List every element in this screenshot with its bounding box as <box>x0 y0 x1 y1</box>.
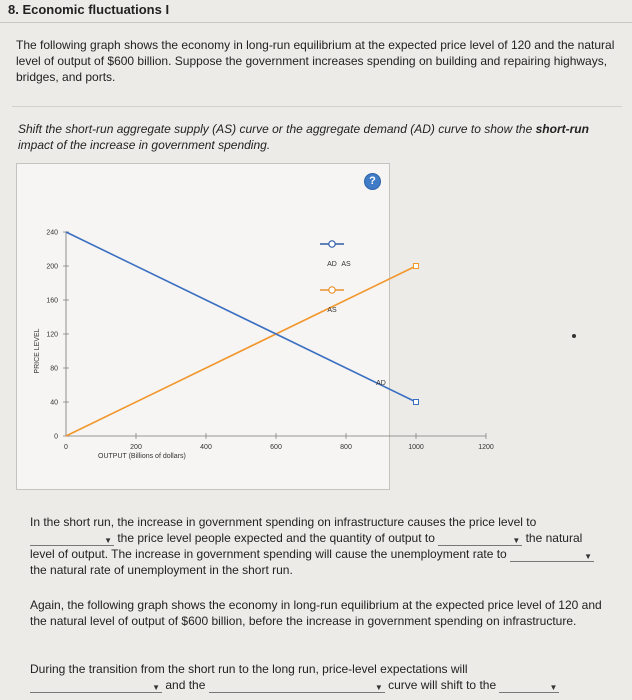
q1-output-dropdown[interactable] <box>438 533 522 546</box>
x-tick-label: 400 <box>200 444 212 451</box>
as-tool-handle <box>329 287 335 293</box>
chevron-down-icon: ▼ <box>549 683 558 692</box>
as-tool-label: AS <box>327 307 337 314</box>
x-tick-label: 0 <box>64 444 68 451</box>
cursor-dot <box>572 334 576 338</box>
question-2-intro: Again, the following graph shows the economy in long-run equilibrium at the expected price level of 120 and the natural level of output of $600 billion, before the increase in government spending on infrastructure. <box>30 598 602 628</box>
graph-axes <box>34 230 494 461</box>
ad-curve <box>66 232 416 402</box>
y-axis-title: PRICE LEVEL <box>34 328 41 374</box>
graph-curves <box>66 232 419 436</box>
q3-text1: During the transition from the short run to the long run, price-level expectations will <box>30 662 468 676</box>
y-tick-label: 240 <box>46 229 58 237</box>
y-tick-label: 200 <box>46 263 58 271</box>
q1-text3: the natural level of output. The increase in government spending will cause the unemployment rate to <box>30 531 583 561</box>
x-axis-title: OUTPUT (Billions of dollars) <box>98 453 186 460</box>
ad-handle <box>414 400 419 405</box>
ad-tool-handle <box>329 241 335 247</box>
q3-direction-dropdown[interactable] <box>499 680 559 693</box>
instruction-part1: Shift the short-run aggregate supply (AS) curve or the aggregate demand (AD) curve to show the <box>18 122 533 136</box>
q3-curve-dropdown[interactable] <box>209 680 385 693</box>
x-tick-label: 600 <box>270 444 282 451</box>
q1-text4: the natural rate of unemployment in the short run. <box>30 563 293 577</box>
y-tick-label: 40 <box>50 399 58 407</box>
q1-text1: In the short run, the increase in government spending on infrastructure causes the price level to <box>30 515 537 529</box>
y-tick-label: 120 <box>46 331 58 339</box>
y-tick-label: 160 <box>46 297 58 305</box>
x-tick-label: 1000 <box>408 444 424 451</box>
ad-tool-label: AD <box>327 261 337 268</box>
as-curve <box>66 266 416 436</box>
intro-paragraph: The following graph shows the economy in long-run equilibrium at the expected price level of 120 and the natural level of output of $600 billion. Suppose the government increases spending on building and repairing highways, bridges, and ports. <box>16 38 615 84</box>
chevron-down-icon: ▼ <box>584 552 593 561</box>
x-tick-label: 800 <box>340 444 352 451</box>
y-tick-label: 0 <box>54 433 58 441</box>
y-tick-label: 80 <box>50 365 58 373</box>
q1-text2: the price level people expected and the quantity of output to <box>117 531 435 545</box>
help-icon[interactable]: ? <box>364 173 381 190</box>
instruction-part2: impact of the increase in government spending. <box>18 138 271 152</box>
x-tick-label: 1200 <box>478 444 494 451</box>
q3-expectations-dropdown[interactable] <box>30 680 162 693</box>
chevron-down-icon: ▼ <box>104 536 112 545</box>
question-1 <box>30 514 610 578</box>
as-handle <box>414 264 419 269</box>
question-3 <box>30 661 610 693</box>
question-title: 8. Economic fluctuations I <box>8 2 170 17</box>
q3-text3: curve will shift to the <box>388 678 497 692</box>
q3-text2: and the <box>165 678 206 692</box>
q1-unemployment-dropdown[interactable] <box>510 549 594 562</box>
as-label: AS <box>341 261 351 268</box>
x-tick-label: 200 <box>130 444 142 451</box>
q1-price-level-dropdown[interactable] <box>30 533 114 546</box>
instruction-bold: short-run <box>535 122 589 136</box>
chevron-down-icon: ▼ <box>374 683 383 692</box>
chevron-down-icon: ▼ <box>512 536 521 545</box>
as-tool[interactable] <box>320 287 344 314</box>
chevron-down-icon: ▼ <box>152 683 160 692</box>
ad-label: AD <box>376 380 386 387</box>
